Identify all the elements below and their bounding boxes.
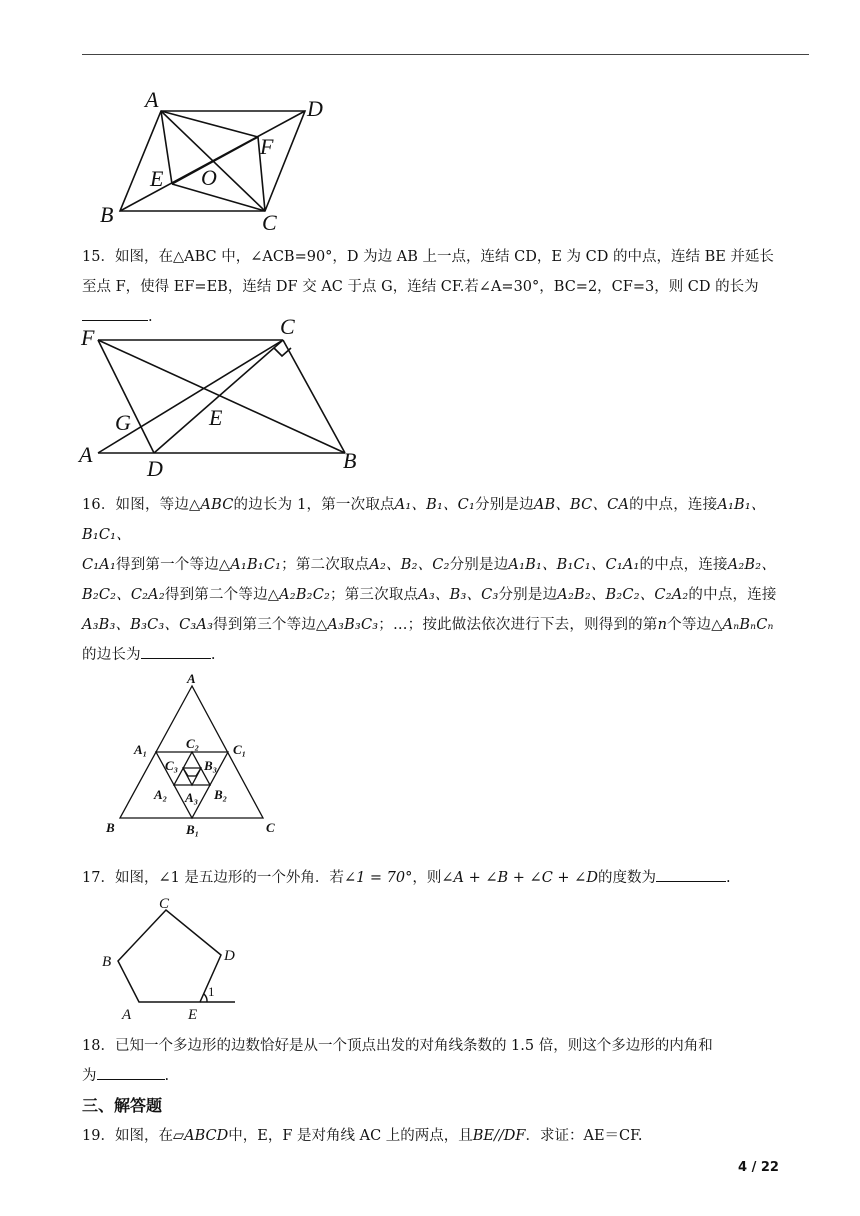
question-18: 18．已知一个多边形的边数恰好是从一个顶点出发的对角线条数的 1.5 倍，则这个多边形的内角和 为 . bbox=[82, 1031, 809, 1091]
label-A: A bbox=[122, 1007, 132, 1023]
label-A: A bbox=[79, 442, 93, 467]
label-C: C bbox=[280, 314, 295, 339]
label-G: G bbox=[115, 410, 131, 435]
label-E: E bbox=[209, 405, 223, 430]
label-B: B bbox=[343, 448, 357, 473]
label-B2: B₂ bbox=[214, 787, 228, 802]
label-F: F bbox=[81, 325, 95, 350]
label-C: C bbox=[159, 896, 170, 912]
label-A1: A₁ bbox=[134, 742, 148, 757]
label-C1: C₁ bbox=[233, 742, 247, 757]
section-heading: 三、解答题 bbox=[82, 1096, 163, 1115]
question-19: 19．如图，在▱ABCD中，E，F 是对角线 AC 上的两点，且BE//DF．求证：AE＝CF. bbox=[82, 1128, 643, 1144]
label-E: E bbox=[188, 1007, 198, 1023]
label-B3: B₃ bbox=[204, 758, 218, 773]
label-B: B bbox=[100, 202, 114, 227]
label-C2: C₂ bbox=[186, 736, 200, 751]
label-F: F bbox=[260, 134, 274, 159]
label-D: D bbox=[307, 96, 323, 121]
q15-line1: 15．如图，在△ABC 中，∠ACB=90°，D 为边 AB 上一点，连结 CD，E 为 CD 的中点，连结 BE 并延长 bbox=[82, 249, 774, 265]
label-C3: C₃ bbox=[165, 758, 179, 773]
question-17: 17．如图，∠1 是五边形的一个外角．若∠1 = 70°，则∠A + ∠B + ∠C + ∠D的度数为 . bbox=[82, 863, 809, 893]
page-number: 4 / 22 bbox=[738, 1160, 779, 1175]
figure-pentagon bbox=[95, 895, 255, 1025]
label-D: D bbox=[224, 948, 235, 964]
question-16: 16．如图，等边△ABC的边长为 1，第一次取点A₁、B₁、C₁分别是边AB、BC、CA的中点，连接A₁B₁、B₁C₁、 C₁A₁得到第一个等边△A₁B₁C₁；第二次取点A₂、B₂、C₂分别是边A₁B₁、B₁C₁、C₁A₁的中点，连接A₂B₂、 B₂C₂、C₂A₂得到第二个等边△A₂B₂C₂；第三次取点A₃、B₃、C₃分别是边A₂B₂、B₂C₂、C₂A₂的中点，连接 A₃B₃、B₃C₃、C₃A₃得到第三个等边△A₃B₃C₃；…；按此做法依次进行下去，则得到的第n个等边△AₙBₙCₙ 的边长为 . bbox=[82, 497, 777, 663]
label-A: A bbox=[145, 88, 159, 112]
label-C: C bbox=[262, 210, 277, 235]
label-E: E bbox=[150, 166, 164, 191]
figure-triangle-abc-q15 bbox=[75, 308, 365, 483]
label-A2: A₂ bbox=[154, 787, 168, 802]
label-A3: A₃ bbox=[185, 790, 199, 805]
label-angle-1: 1 bbox=[208, 984, 215, 999]
q15-line2: 至点 F，使得 EF=EB，连结 DF 交 AC 于点 G，连结 CF.若∠A=30°，BC=2，CF=3，则 CD 的长为. bbox=[82, 279, 759, 325]
label-A: A bbox=[187, 671, 196, 686]
answer-blank-18[interactable] bbox=[97, 1062, 165, 1080]
label-B1: B₁ bbox=[186, 822, 200, 837]
q18-line1: 18．已知一个多边形的边数恰好是从一个顶点出发的对角线条数的 1.5 倍，则这个多边形的内角和 bbox=[82, 1038, 713, 1054]
figure-nested-triangles bbox=[100, 668, 290, 840]
header-rule bbox=[82, 54, 809, 55]
label-O: O bbox=[201, 165, 217, 190]
answer-blank-17[interactable] bbox=[656, 864, 726, 882]
label-C: C bbox=[266, 820, 275, 835]
label-D: D bbox=[147, 456, 163, 481]
figure-parallelogram-abcd bbox=[95, 88, 340, 238]
answer-blank-16[interactable] bbox=[141, 641, 211, 659]
label-B: B bbox=[102, 954, 112, 970]
label-B: B bbox=[106, 820, 115, 835]
